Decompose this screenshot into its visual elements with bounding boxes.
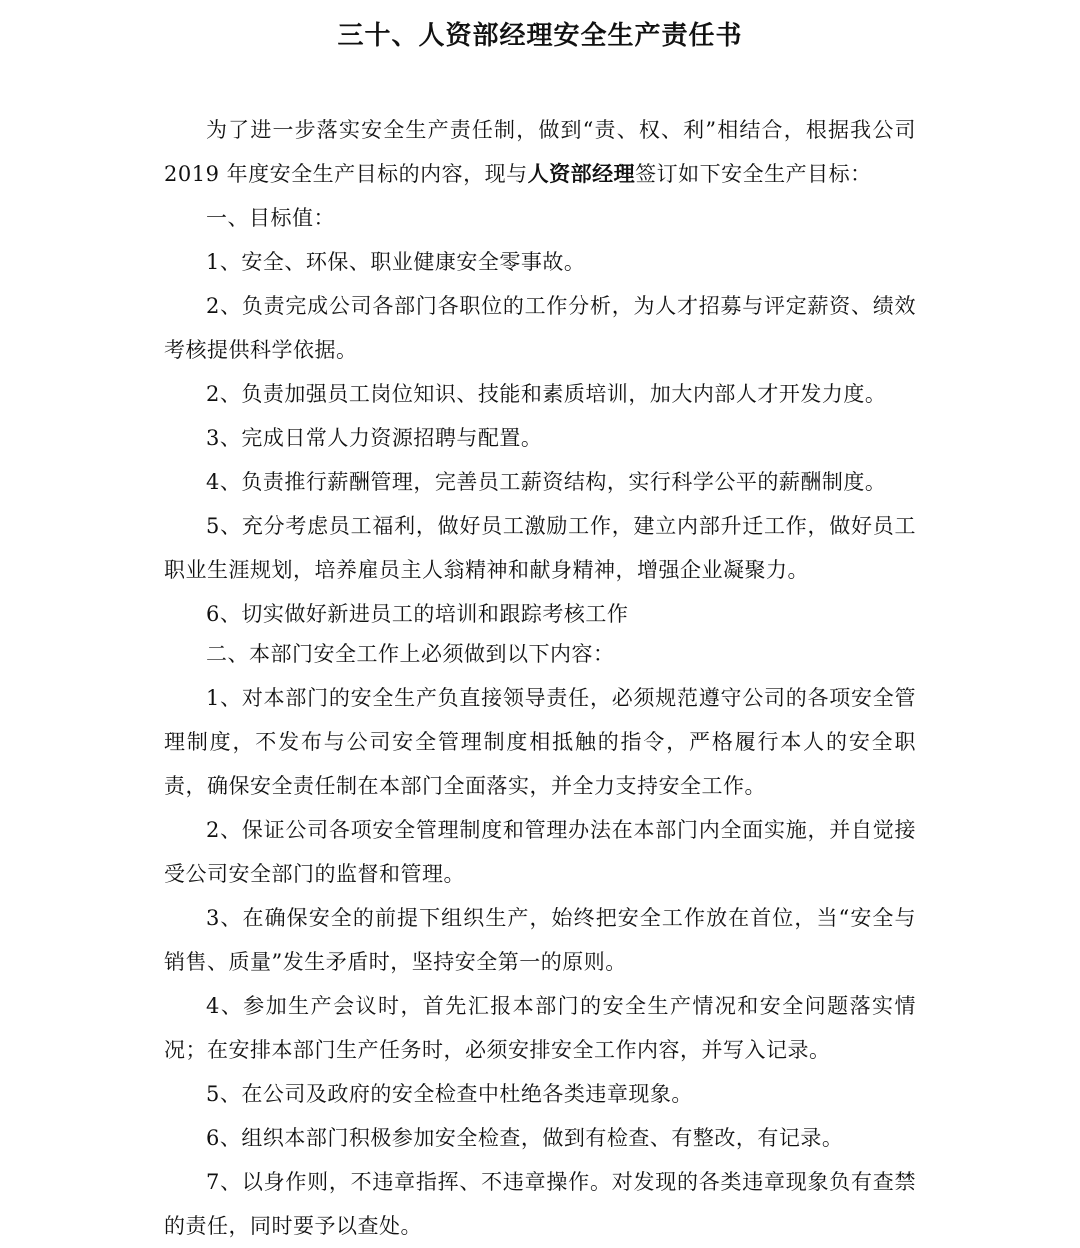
intro-paragraph — [164, 108, 916, 196]
section1-item-2: 2、负责完成公司各部门各职位的工作分析，为人才招募与评定薪资、绩效考核提供科学依据。 — [164, 294, 916, 362]
section2-heading: 二、本部门安全工作上必须做到以下内容： — [206, 642, 615, 666]
intro-text-part2: 签订如下安全生产目标： — [635, 162, 872, 186]
section1-item-4: 3、完成日常人力资源招聘与配置。 — [206, 426, 543, 450]
section2-item-7: 7、以身作则，不违章指挥、不违章操作。对发现的各类违章现象负有查禁的责任，同时要予以查处。 — [164, 1170, 916, 1238]
section1-item-7: 6、切实做好新进员工的培训和跟踪考核工作 — [206, 602, 629, 626]
intro-text-part1: 为了进一步落实安全生产责任制，做到“责、权、利”相结合，根据我公司 2019 年度安全生产目标的内容，现与 — [164, 118, 916, 186]
section2-item-2: 2、保证公司各项安全管理制度和管理办法在本部门内全面实施，并自觉接受公司安全部门的监督和管理。 — [164, 818, 916, 886]
document-body — [164, 108, 916, 1248]
section1-item-1: 1、安全、环保、职业健康安全零事故。 — [206, 250, 586, 274]
section1-item-5: 4、负责推行薪酬管理，完善员工薪资结构，实行科学公平的薪酬制度。 — [206, 470, 887, 494]
section2-item-6: 6、组织本部门积极参加安全检查，做到有检查、有整改，有记录。 — [206, 1126, 844, 1150]
intro-bold-role: 人资部经理 — [527, 162, 636, 186]
document-title: 三十、人资部经理安全生产责任书 — [337, 21, 743, 51]
section1-item-6: 5、充分考虑员工福利，做好员工激励工作，建立内部升迁工作，做好员工职业生涯规划，培养雇员主人翁精神和献身精神，增强企业凝聚力。 — [164, 514, 916, 582]
section2-item-3: 3、在确保安全的前提下组织生产，始终把安全工作放在首位，当“安全与销售、质量”发生矛盾时，坚持安全第一的原则。 — [164, 906, 916, 974]
section2-item-1: 1、对本部门的安全生产负直接领导责任，必须规范遵守公司的各项安全管理制度，不发布与公司安全管理制度相抵触的指令，严格履行本人的安全职责，确保安全责任制在本部门全面落实，并全力支持安全工作。 — [164, 686, 916, 798]
section1-item-3: 2、负责加强员工岗位知识、技能和素质培训，加大内部人才开发力度。 — [206, 382, 887, 406]
section2-item-4: 4、参加生产会议时，首先汇报本部门的安全生产情况和安全问题落实情况；在安排本部门生产任务时，必须安排安全工作内容，并写入记录。 — [164, 994, 916, 1062]
section2-item-5: 5、在公司及政府的安全检查中杜绝各类违章现象。 — [206, 1082, 693, 1106]
section1-heading: 一、目标值： — [206, 206, 335, 230]
